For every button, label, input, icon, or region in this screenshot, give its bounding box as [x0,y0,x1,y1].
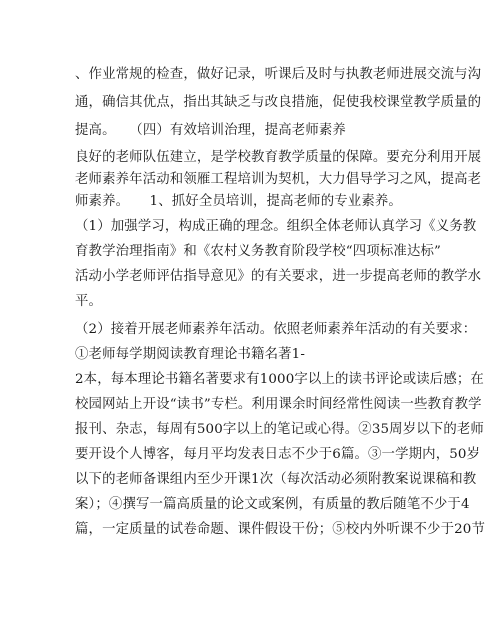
text-line-13: 2本，每本理论书籍名著要求有1000字以上的读书评论或读后感；在 [75,372,484,387]
text-line-1: 、作业常规的检查，做好记录，听课后及时与执教老师进展交流与沟 [75,67,482,82]
text-line-2: 通，确信其优点，指出其缺乏与改良措施，促使我校课堂教学质量的 [75,95,482,110]
text-line-14: 校园网站上开设“读书”专栏。利用课余时间经常性阅读一些教育教学 [75,397,482,412]
text-line-8: 育教学治理指南》和《农村义务教育阶段学校“四项标准达标” [75,244,442,259]
text-line-19: 篇，一定质量的试卷命题、课件假设干份；⑤校内外听课不少于20节 [75,522,486,537]
text-line-7: （1）加强学习，构成正确的理念。组织全体老师认真学习《义务教 [75,219,477,234]
text-line-3: 提高。 （四）有效培训治理，提高老师素养 [75,123,346,138]
text-line-12: ①老师每学期阅读教育理论书籍名著1- [75,347,305,362]
text-line-18: 案）；④撰写一篇高质量的论文或案例，有质量的教后随笔不少于4 [75,497,470,512]
text-line-5: 老师素养年活动和领雁工程培训为契机，大力倡导学习之风，提高老 [75,172,482,187]
text-line-16: 要开设个人博客，每月平均发表日志不少于6篇。③一学期内，50岁 [75,447,481,462]
text-line-9: 活动小学老师评估指导意见》的有关要求，进一步提高老师的教学水 [75,269,482,284]
text-line-17: 以下的老师备课组内至少开课1次（每次活动必须附教案说课稿和教 [75,472,477,487]
text-line-11: （2）接着开展老师素养年活动。依照老师素养年活动的有关要求： [75,322,477,337]
text-line-10: 平。 [75,294,103,309]
text-line-6: 师素养。 1、抓好全员培训，提高老师的专业素养。 [75,194,402,209]
text-line-4: 良好的老师队伍建立，是学校教育教学质量的保障。要充分利用开展 [75,150,482,165]
text-line-15: 报刊、杂志，每周有500字以上的笔记或心得。②35周岁以下的老师 [75,422,484,437]
